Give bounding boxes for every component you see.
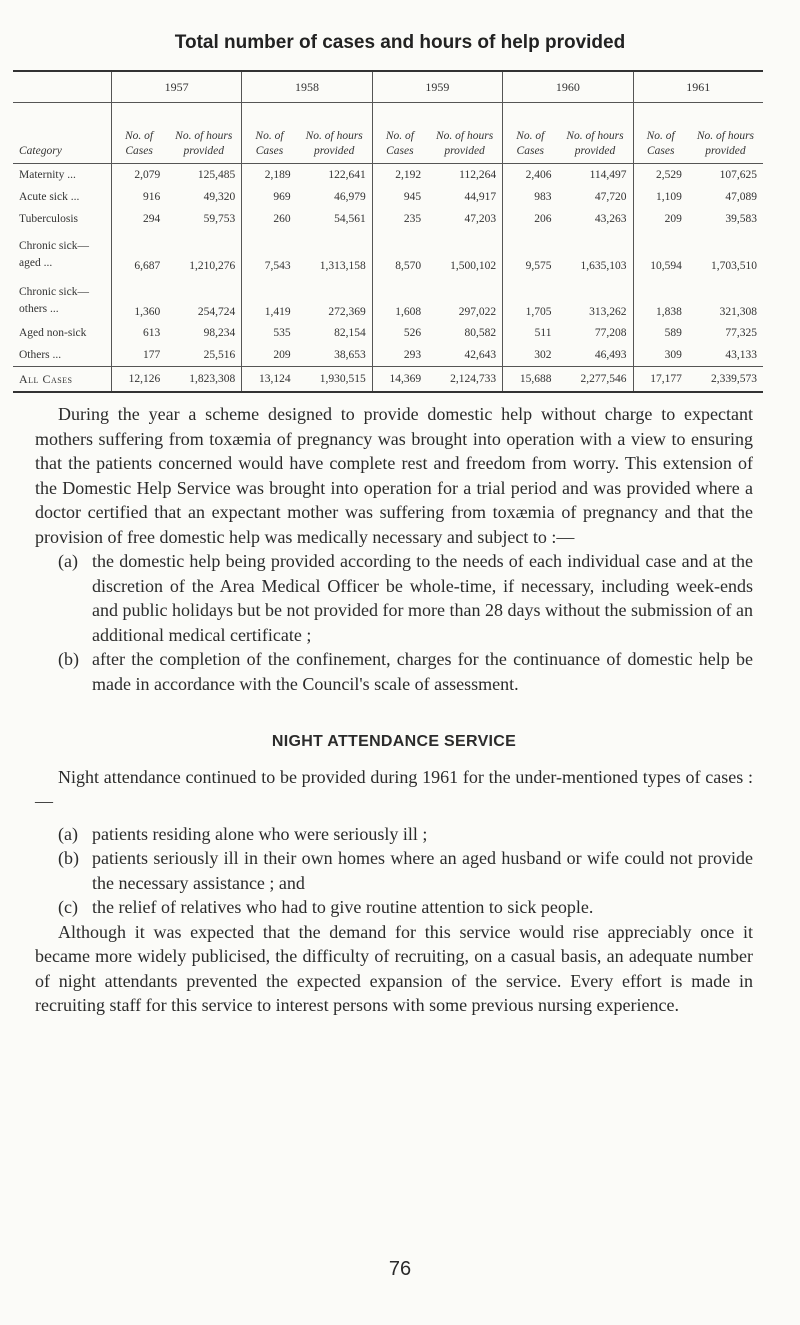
cell: 17,177 xyxy=(633,367,688,393)
cell: 1,635,103 xyxy=(580,260,627,272)
list-item-text: after the completion of the confinement, charges for the continuance of domestic help be made in accordance with the Council's scale of assessment. xyxy=(92,649,753,694)
cell: 46,979 xyxy=(334,191,366,203)
list-item-label: (b) xyxy=(58,649,79,669)
cell: 613 xyxy=(111,322,166,344)
year-1960-header: 1960 xyxy=(503,71,633,103)
row-category: Maternity ... xyxy=(19,169,76,181)
row-category: Chronic sick— others ... xyxy=(19,286,89,315)
table-row-acute-sick xyxy=(13,186,763,208)
cell: 43,263 xyxy=(594,213,627,225)
domestic-help-paragraph: During the year a scheme designed to provide domestic help without charge to expectant mothers suffering from toxæmia of pregnancy was brought into operation with a view to ensuring that the patients concerned would have complete rest and freedom from worry. This extension of the Domestic Help Service was brought into operation for a trial period and was provided where a doctor certified that an expectant mother was suffering from toxæmia of pregnancy and that the provision of free domestic help was medically necessary and subject to :— xyxy=(35,404,753,547)
list-item-label: (c) xyxy=(58,897,78,917)
cell: 46,493 xyxy=(594,349,627,361)
cell: 8,570 xyxy=(372,230,427,276)
cell: 235 xyxy=(372,208,427,230)
cell: 313,262 xyxy=(589,306,627,318)
cell: 260 xyxy=(242,208,297,230)
cell: 7,543 xyxy=(242,230,297,276)
table-row-others xyxy=(13,344,763,367)
cell: 2,277,546 xyxy=(557,367,633,393)
cell: 77,325 xyxy=(725,327,757,339)
cell: 321,308 xyxy=(719,306,757,318)
cell: 14,369 xyxy=(372,367,427,393)
cell: 42,643 xyxy=(464,349,497,361)
cell: 10,594 xyxy=(633,230,688,276)
body-text xyxy=(35,402,753,1018)
cell: 9,575 xyxy=(503,230,558,276)
hours-header-1960: No. of hours provided xyxy=(557,103,633,164)
cell: 47,720 xyxy=(594,191,627,203)
case-types-list xyxy=(58,822,753,920)
cell: 294 xyxy=(111,208,166,230)
table-row-chronic-sick-others xyxy=(13,276,763,322)
year-1961-header: 1961 xyxy=(633,71,763,103)
list-item-text: the relief of relatives who had to give routine attention to sick people. xyxy=(92,897,594,917)
cell: 114,497 xyxy=(589,169,627,181)
list-item-text: patients residing alone who were seriously ill ; xyxy=(92,823,428,844)
hours-header-1957: No. of hours provided xyxy=(166,103,242,164)
hours-header-1958: No. of hours provided xyxy=(297,103,373,164)
row-category: Others ... xyxy=(19,349,62,361)
table-row-maternity xyxy=(13,164,763,187)
year-1959-header: 1959 xyxy=(372,71,502,103)
cell: 77,208 xyxy=(594,327,627,339)
cell: 302 xyxy=(503,344,558,367)
table-row-aged-non-sick xyxy=(13,322,763,344)
cases-header-1958: No. of Cases xyxy=(242,103,297,164)
cases-header-1960: No. of Cases xyxy=(503,103,558,164)
cell: 526 xyxy=(372,322,427,344)
year-1957-header: 1957 xyxy=(111,71,241,103)
table-row-all-cases xyxy=(13,367,763,393)
cell: 916 xyxy=(111,186,166,208)
cases-header-1961: No. of Cases xyxy=(633,103,688,164)
recruitment-paragraph: Although it was expected that the demand for this service would rise appreciably once it became more widely publicised, the difficulty of recruiting, on a casual basis, an adequate number of night attendants prevented the expected expansion of the service. Every effort is made in recruiting staff for this service to interest persons with some previous nursing experience. xyxy=(35,921,753,1015)
cell: 38,653 xyxy=(334,349,366,361)
list-item xyxy=(58,549,753,647)
cell: 12,126 xyxy=(111,367,166,393)
cell: 2,529 xyxy=(633,164,688,187)
cell: 1,703,510 xyxy=(711,260,757,272)
list-item-label: (a) xyxy=(58,551,78,571)
cell: 1,838 xyxy=(633,276,688,322)
cell: 43,133 xyxy=(725,349,757,361)
hours-header-1959: No. of hours provided xyxy=(427,103,503,164)
list-item-label: (b) xyxy=(58,848,79,868)
cell: 2,192 xyxy=(372,164,427,187)
cell: 2,079 xyxy=(111,164,166,187)
list-item xyxy=(58,647,753,696)
page-number: 76 xyxy=(388,1258,412,1280)
sub-header-row xyxy=(13,103,763,164)
cell: 206 xyxy=(503,208,558,230)
table-row-tuberculosis xyxy=(13,208,763,230)
row-category: Tuberculosis xyxy=(19,213,78,225)
cell: 1,210,276 xyxy=(189,260,236,272)
cell: 309 xyxy=(633,344,688,367)
row-category: Acute sick ... xyxy=(19,191,80,203)
page-title: Total number of cases and hours of help provided xyxy=(174,32,626,53)
year-header-row xyxy=(13,71,763,103)
section-heading: NIGHT ATTENDANCE SERVICE xyxy=(271,733,517,750)
cell: 25,516 xyxy=(203,349,236,361)
cell: 2,339,573 xyxy=(688,367,763,393)
cell: 54,561 xyxy=(334,213,366,225)
hours-header-1961: No. of hours provided xyxy=(688,103,763,164)
cell: 1,500,102 xyxy=(450,260,497,272)
night-attendance-paragraph: Night attendance continued to be provided during 1961 for the under-mentioned types of cases :— xyxy=(35,766,753,811)
list-item xyxy=(58,822,753,847)
row-category: Chronic sick— aged ... xyxy=(19,240,89,269)
cell: 209 xyxy=(633,208,688,230)
blank-header-cell xyxy=(13,71,111,103)
table-row-chronic-sick-aged xyxy=(13,230,763,276)
cell: 122,641 xyxy=(328,169,366,181)
cell: 47,089 xyxy=(725,191,757,203)
cell: 44,917 xyxy=(464,191,497,203)
cell: 511 xyxy=(503,322,558,344)
cell: 98,234 xyxy=(203,327,236,339)
cell: 82,154 xyxy=(334,327,366,339)
cell: 49,320 xyxy=(203,191,236,203)
cell: 13,124 xyxy=(242,367,297,393)
cell: 1,109 xyxy=(633,186,688,208)
cell: 39,583 xyxy=(725,213,757,225)
conditions-list xyxy=(58,549,753,696)
cell: 59,753 xyxy=(203,213,236,225)
cell: 969 xyxy=(242,186,297,208)
list-item xyxy=(58,846,753,895)
list-item-text: patients seriously ill in their own homes where an aged husband or wife could not provide the necessary assistance ; and xyxy=(92,848,753,893)
cell: 1,930,515 xyxy=(297,367,373,393)
cell: 1,705 xyxy=(503,276,558,322)
cell: 47,203 xyxy=(464,213,497,225)
cases-header-1959: No. of Cases xyxy=(372,103,427,164)
cell: 112,264 xyxy=(459,169,497,181)
cell: 209 xyxy=(242,344,297,367)
cell: 177 xyxy=(111,344,166,367)
year-1958-header: 1958 xyxy=(242,71,372,103)
cell: 983 xyxy=(503,186,558,208)
cell: 2,406 xyxy=(503,164,558,187)
row-category: All Cases xyxy=(13,367,111,393)
category-header: Category xyxy=(13,103,111,164)
cell: 15,688 xyxy=(503,367,558,393)
cell: 293 xyxy=(372,344,427,367)
cell: 1,360 xyxy=(111,276,166,322)
cell: 1,608 xyxy=(372,276,427,322)
cell: 254,724 xyxy=(197,306,236,318)
cell: 1,823,308 xyxy=(166,367,242,393)
cell: 535 xyxy=(242,322,297,344)
cell: 80,582 xyxy=(464,327,497,339)
cell: 2,124,733 xyxy=(427,367,503,393)
cell: 107,625 xyxy=(719,169,757,181)
cell: 6,687 xyxy=(111,230,166,276)
cell: 1,313,158 xyxy=(319,260,366,272)
cell: 589 xyxy=(633,322,688,344)
cell: 272,369 xyxy=(328,306,366,318)
list-item-label: (a) xyxy=(58,823,78,844)
cell: 945 xyxy=(372,186,427,208)
list-item-text: the domestic help being provided according to the needs of each individual case and at the discretion of the Area Medical Officer be whole-time, if necessary, including week-ends and public holidays but be not provided for more than 28 days without the submission of an additional medical certificate ; xyxy=(92,551,753,645)
list-item xyxy=(58,895,753,920)
cell: 125,485 xyxy=(197,169,236,181)
cell: 1,419 xyxy=(242,276,297,322)
row-category: Aged non-sick xyxy=(19,327,87,339)
cases-header-1957: No. of Cases xyxy=(111,103,166,164)
cell: 297,022 xyxy=(458,306,497,318)
cell: 2,189 xyxy=(242,164,297,187)
cases-hours-table xyxy=(13,70,763,393)
